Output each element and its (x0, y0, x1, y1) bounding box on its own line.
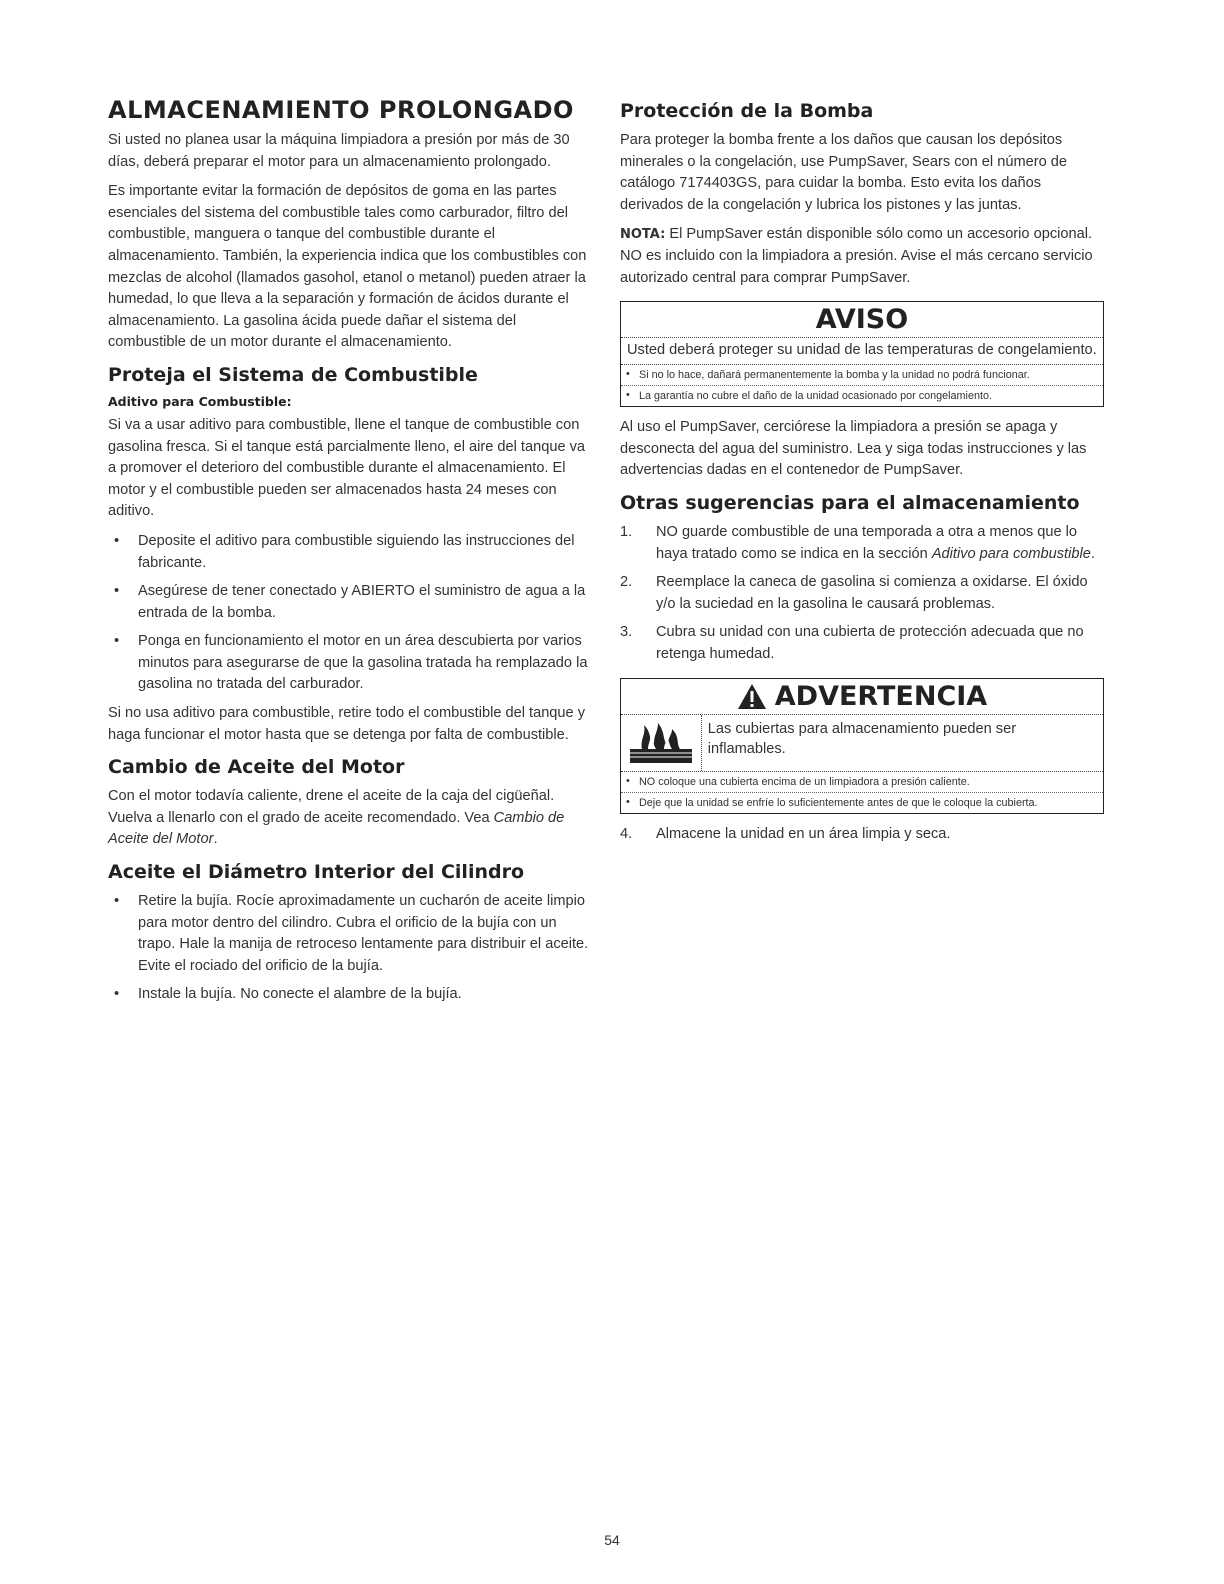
list-text: Cubra su unidad con una cubierta de protección adecuada que no retenga humedad. (656, 624, 1084, 662)
list-number: 3. (620, 624, 633, 641)
list-item: • Deposite el aditivo para combustible siguiendo las instrucciones del fabricante. (108, 531, 592, 574)
aviso-notice-box (620, 301, 1104, 407)
left-column (108, 96, 592, 1013)
list-item: • NO coloque una cubierta encima de un limpiadora a presión caliente. (621, 772, 1103, 793)
list-item: • Asegúrese de tener conectado y ABIERTO el suministro de agua a la entrada de la bomba. (108, 581, 592, 624)
oil-change-end: . (213, 831, 218, 848)
warning-triangle-icon (737, 683, 767, 710)
fire-hazard-icon (621, 715, 702, 771)
note-label: NOTA: (620, 227, 666, 243)
pump-protection-paragraph: Para proteger la bomba frente a los daños que causan los depósitos minerales o la congelación, use PumpSaver, Sears con el número de catálogo 7174403GS, para cuidar la bomba. Esto evita los daños derivados de la congelación y lubrica los pistones y las juntas. (620, 132, 1067, 213)
advertencia-main-text: Las cubiertas para almacenamiento pueden ser inflamables. (707, 720, 1017, 757)
list-item: • Retire la bujía. Rocíe aproximadamente un cucharón de aceite limpio para motor dentro del cilindro. Cubra el orificio de la bujía con un trapo. Hale la manija de retroceso lentamente para distribuir el aceite. Evite el rociado del orificio de la bujía. (108, 891, 592, 977)
oil-change-reference: Cambio de Aceite del Motor (108, 809, 565, 848)
advertencia-header (621, 679, 1103, 715)
list-text: Reemplace la caneca de gasolina si comienza a oxidarse. El óxido y/o la suciedad en la gasolina le causará problemas. (656, 574, 1088, 612)
list-end: . (1090, 545, 1095, 562)
note-paragraph (620, 224, 1104, 289)
list-number: 2. (620, 574, 633, 591)
list-item: • La garantía no cubre el daño de la unidad ocasionado por congelamiento. (621, 386, 1103, 406)
list-item: • Ponga en funcionamiento el motor en un área descubierta por varios minutos para asegurarse de que la gasolina tratada ha remplazado la gasolina no tratada del carburador. (108, 631, 592, 696)
aviso-main-text: Usted deberá proteger su unidad de las temperaturas de congelamiento. (621, 338, 1103, 365)
aviso-list (621, 365, 1103, 406)
list-item (620, 824, 1104, 846)
storage-tips-list-continued (620, 824, 1104, 846)
fuel-additive-paragraph: Si va a usar aditivo para combustible, llene el tanque de combustible con gasolina fresca. Si el tanque está parcialmente lleno, el aire del tanque va a promover el deterioro del combustible durante el almacenamiento. El motor y el combustible pueden ser almacenados hasta 24 meses con aditivo. (108, 416, 586, 520)
list-number: 4. (620, 825, 633, 842)
list-number: 1. (620, 523, 633, 540)
fuel-system-heading: Proteja el Sistema de Combustible (108, 363, 478, 386)
cylinder-bullet-list (108, 891, 592, 1006)
list-item (620, 622, 1104, 665)
right-column (620, 96, 1104, 853)
page-number: 54 (604, 1532, 620, 1548)
cylinder-heading: Aceite el Diámetro Interior del Cilindro (108, 861, 525, 884)
note-text: El PumpSaver están disponible sólo como un accesorio opcional. NO es incluido con la limpiadora a presión. Avise el más cercano servicio autorizado central para comprar PumpSaver. (620, 226, 1093, 286)
intro-paragraph-2: Es importante evitar la formación de depósitos de goma en las partes esenciales del sistema del combustible tales como carburador, filtro del combustible, manguera o tanque del combustible durante el almacenamiento. También, la experiencia indica que los combustibles con mezclas de alcohol (llamados gasohol, etanol o metanol) pueden atraer la humedad, lo que lleva a la separación y formación de ácidos durante el almacenamiento. La gasolina ácida puede dañar el sistema del combustible de un motor durante el almacenamiento. (108, 183, 587, 351)
oil-change-heading: Cambio de Aceite del Motor (108, 756, 405, 779)
advertencia-title: ADVERTENCIA (774, 680, 988, 712)
list-item: • Si no lo hace, dañará permanentemente la bomba y la unidad no podrá funcionar. (621, 365, 1103, 386)
advertencia-warning-box (620, 678, 1104, 814)
pump-protection-heading: Protección de la Bomba (620, 100, 874, 122)
section-title: ALMACENAMIENTO PROLONGADO (108, 96, 574, 124)
intro-paragraph-1: Si usted no planea usar la máquina limpiadora a presión por más de 30 días, deberá preparar el motor para un almacenamiento prolongado. (108, 132, 570, 170)
list-item (620, 522, 1104, 565)
list-item: • Instale la bujía. No conecte el alambre de la bujía. (108, 984, 592, 1006)
list-item (620, 572, 1104, 615)
oil-change-text: Con el motor todavía caliente, drene el aceite de la caja del cigüeñal. Vuelva a llenarlo con el grado de aceite recomendado. Vea (108, 788, 555, 826)
list-text: NO guarde combustible de una temporada a otra a menos que lo haya tratado como se indica en la sección (656, 523, 1078, 562)
advertencia-main-row (621, 715, 1103, 772)
storage-tips-heading: Otras sugerencias para el almacenamiento (620, 491, 1080, 514)
advertencia-list (621, 772, 1103, 813)
aviso-title: AVISO (621, 302, 1103, 338)
oil-change-paragraph (108, 786, 592, 851)
fuel-no-additive-paragraph: Si no usa aditivo para combustible, retire todo el combustible del tanque y haga funcionar el motor hasta que se detenga por falta de combustible. (108, 705, 586, 743)
fuel-additive-subheading: Aditivo para Combustible: (108, 393, 292, 409)
list-text: Almacene la unidad en un área limpia y seca. (656, 825, 951, 842)
list-reference: Aditivo para combustible (931, 545, 1091, 562)
list-item: • Deje que la unidad se enfríe lo suficientemente antes de que le coloque la cubierta. (621, 793, 1103, 813)
pumpsaver-usage-paragraph: Al uso el PumpSaver, cerciórese la limpiadora a presión se apaga y desconecta del agua del suministro. Lea y siga todas instrucciones y las advertencias dadas en el contenedor de PumpSaver. (620, 419, 1087, 479)
fuel-bullet-list (108, 531, 592, 696)
storage-tips-list (620, 522, 1104, 666)
